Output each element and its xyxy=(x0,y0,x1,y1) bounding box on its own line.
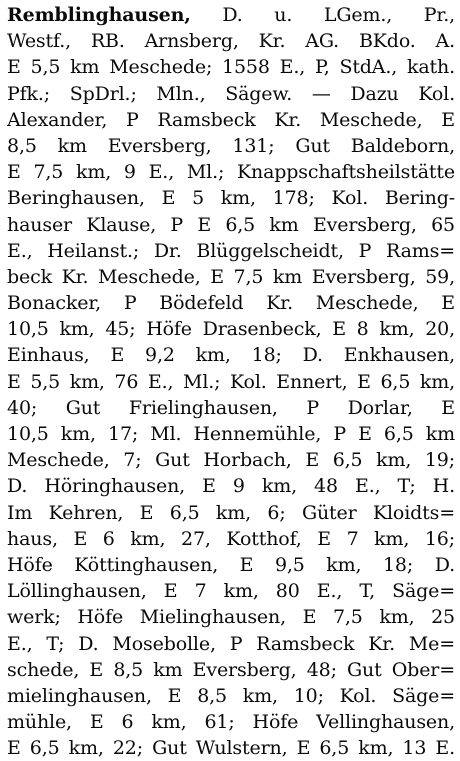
entry-line-28: E 6,5 km, 22; Gut Wulstern, E 6,5 km, 13 E. xyxy=(7,737,455,760)
entry-line-6: E 7,5 km, 9 E., Ml.; Knappschaftsheilstätte xyxy=(7,161,455,184)
entry-line-26: mielinghausen, E 8,5 km, 10; Kol. Säge= xyxy=(7,684,455,707)
entry-line-2: E 5,5 km Meschede; 1558 E., P, StdA., kath. xyxy=(7,56,455,79)
entry-line-3: Pfk.; SpDrl.; Mln., Sägew. — Dazu Kol. xyxy=(7,82,455,105)
entry-headword: Remblinghausen, xyxy=(7,4,191,26)
entry-line-20: haus, E 6 km, 27, Kotthof, E 7 km, 16; xyxy=(7,527,455,550)
entry-line-10: beck Kr. Meschede, E 7,5 km Eversberg, 59, xyxy=(7,265,455,288)
entry-line-27: mühle, E 6 km, 61; Höfe Vellinghausen, xyxy=(7,711,455,734)
entry-line-4: Alexander, P Ramsbeck Kr. Meschede, E xyxy=(7,108,455,131)
entry-line-13: Einhaus, E 9,2 km, 18; D. Enkhausen, xyxy=(7,344,455,367)
entry-line-1: Westf., RB. Arnsberg, Kr. AG. BKdo. A. xyxy=(7,30,455,53)
entry-line-16: 10,5 km, 17; Ml. Hennemühle, P E 6,5 km xyxy=(7,423,455,445)
entry-line-7: Beringhausen, E 5 km, 178; Kol. Bering- xyxy=(7,187,455,210)
entry-line-17: Meschede, 7; Gut Horbach, E 6,5 km, 19; xyxy=(7,449,455,472)
entry-line-18: D. Höringhausen, E 9 km, 48 E., T; H. xyxy=(7,475,455,498)
entry-line-11: Bonacker, P Bödefeld Kr. Meschede, E xyxy=(7,292,455,315)
entry-line-22: Löllinghausen, E 7 km, 80 E., T, Säge= xyxy=(7,580,455,603)
entry-line-24: E., T; D. Mosebolle, P Ramsbeck Kr. Me= xyxy=(7,632,455,655)
entry-line-8: hauser Klause, P E 6,5 km Eversberg, 65 xyxy=(7,213,455,236)
entry-line-25: schede, E 8,5 km Eversberg, 48; Gut Ober= xyxy=(7,658,455,681)
entry-line-12: 10,5 km, 45; Höfe Drasenbeck, E 8 km, 20, xyxy=(7,318,455,341)
entry-line-0 xyxy=(7,2,455,28)
entry-line-5: 8,5 km Eversberg, 131; Gut Baldeborn, xyxy=(7,134,455,157)
entry-line-9: E., Heilanst.; Dr. Blüggelscheidt, P Rams= xyxy=(7,239,455,262)
entry-line-19: Im Kehren, E 6,5 km, 6; Güter Kloidts= xyxy=(7,501,455,524)
entry-line-14: E 5,5 km, 76 E., Ml.; Kol. Ennert, E 6,5 km, xyxy=(7,370,455,393)
entry-line-0-rest: D. u. LGem., Pr., xyxy=(222,4,455,26)
entry-line-21: Höfe Köttinghausen, E 9,5 km, 18; D. xyxy=(7,553,455,576)
entry-line-15: 40; Gut Frielinghausen, P Dorlar, E xyxy=(7,396,455,419)
entry-line-23: werk; Höfe Mielinghausen, E 7,5 km, 25 xyxy=(7,606,455,629)
